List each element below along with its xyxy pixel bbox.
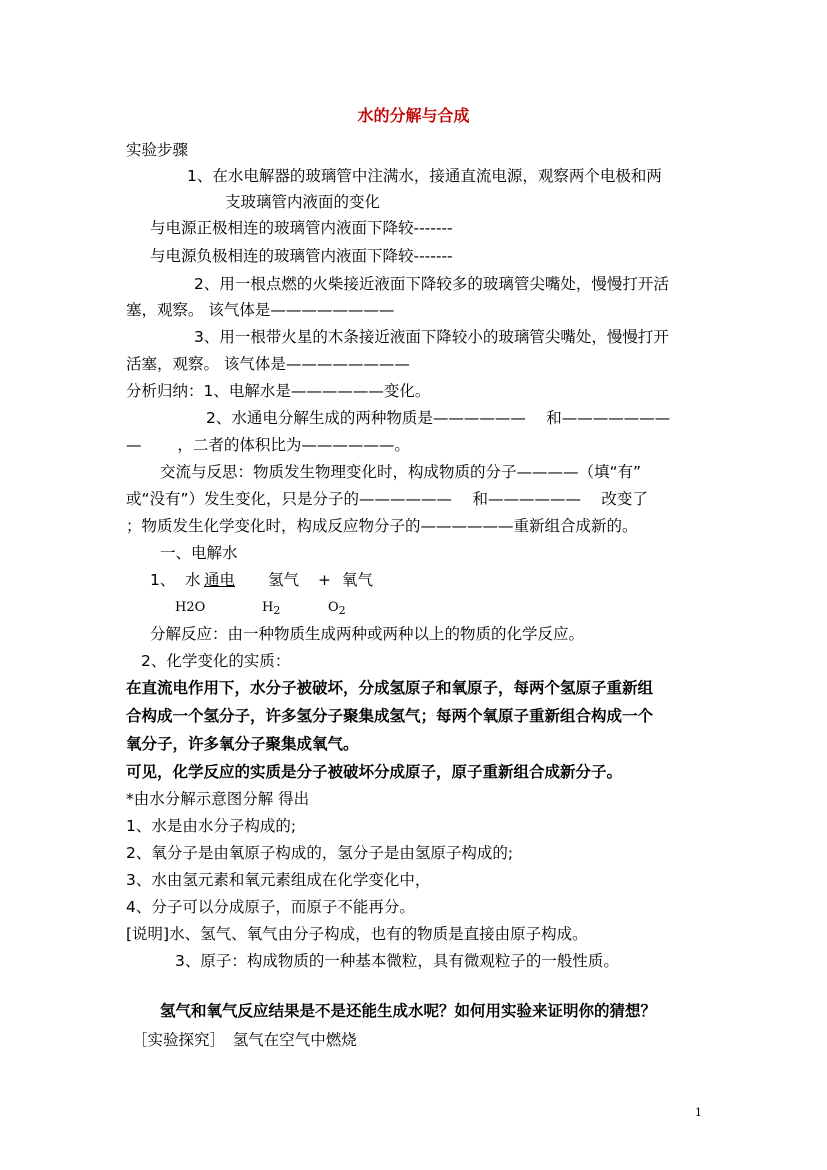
equation-plus: + — [318, 571, 331, 589]
equation-oxygen: 氧气 — [342, 571, 374, 589]
conclusion-item: 4、分子可以分成原子，而原子不能再分。 — [126, 898, 415, 916]
conclusion-item: 3、水由氢元素和氧元素组成在化学变化中， — [126, 871, 431, 889]
atom-line: 3、原子：构成物质的一种基本微粒，具有微观粒子的一般性质。 — [175, 952, 619, 970]
experiment-line: ［实验探究］ 氢气在空气中燃烧 — [132, 1031, 357, 1049]
exchange-line3: ；物质发生化学变化时，构成反应物分子的——————重新组合成新的。 — [126, 517, 638, 535]
question-line: 氢气和氧气反应结果是不是还能生成水呢？如何用实验来证明你的猜想？ — [160, 1002, 657, 1020]
bold-paragraph-line2: 合构成一个氢分子，许多氢分子聚集成氢气；每两个氧原子重新组合构成一个 — [126, 707, 654, 725]
positive-electrode-line: 与电源正极相连的玻璃管内液面下降较------- — [150, 219, 453, 237]
page-number: 1 — [695, 1106, 702, 1119]
bold-paragraph-line3: 氧分子，许多氧分子聚集成氧气。 — [126, 735, 359, 753]
conclusion-item: 2、氧分子是由氧原子构成的，氢分子是由氢原子构成的; — [126, 844, 514, 862]
decomposition-definition: 分解反应：由一种物质生成两种或两种以上的物质的化学反应。 — [150, 625, 585, 643]
bold-paragraph-line4: 可见，化学反应的实质是分子被破坏分成原子，原子重新组合成新分子。 — [126, 763, 623, 781]
step3-line2: 活塞，观察。 该气体是———————— — [126, 355, 410, 373]
formula-hydrogen: $H_2$ — [262, 600, 281, 617]
equation-water: 水 — [185, 571, 201, 589]
steps-heading: 实验步骤 — [126, 141, 189, 159]
page-title: 水的分解与合成 — [357, 106, 470, 125]
formula-water: H2O — [175, 600, 206, 615]
exchange-line2: 或“没有”）发生变化，只是分子的—————— 和—————— 改变了 — [126, 490, 648, 508]
equation-hydrogen: 氢气 — [268, 571, 300, 589]
analysis-line1: 分析归纳：1、电解水是——————变化。 — [126, 382, 431, 400]
bold-paragraph-line1: 在直流电作用下，水分子被破坏，分成氢原子和氧原子，每两个氢原子重新组 — [126, 679, 654, 697]
exchange-line1: 交流与反思：物质发生物理变化时，构成物质的分子————（填“有” — [160, 463, 642, 481]
formula-oxygen: $O_2$ — [328, 600, 346, 617]
negative-electrode-line: 与电源负极相连的玻璃管内液面下降较------- — [150, 247, 453, 265]
step2-line1: 2、用一根点燃的火柴接近液面下降较多的玻璃管尖嘴处，慢慢打开活 — [194, 275, 669, 293]
diagram-line: *由水分解示意图分解 得出 — [126, 790, 310, 808]
equation-number: 1、 — [150, 571, 176, 589]
equation-condition: 通电 — [204, 571, 236, 589]
analysis-line3: — ，二者的体积比为——————。 — [126, 436, 410, 454]
step1-line2: 支玻璃管内液面的变化 — [225, 193, 381, 211]
step1-line1: 1、在水电解器的玻璃管中注满水，接通直流电源，观察两个电极和两 — [187, 167, 662, 185]
conclusion-item: 1、水是由水分子构成的; — [126, 817, 297, 835]
step2-line2: 塞，观察。 该气体是———————— — [126, 301, 395, 319]
step3-line1: 3、用一根带火星的木条接近液面下降较小的玻璃管尖嘴处，慢慢打开 — [194, 328, 669, 346]
note-line: [说明]水、氢气、氧气由分子构成，也有的物质是直接由原子构成。 — [126, 925, 588, 943]
section1-heading: 一、电解水 — [160, 544, 238, 562]
analysis-line2: 2、水通电分解生成的两种物质是—————— 和——————— — [206, 409, 671, 427]
essence-heading: 2、化学变化的实质： — [141, 652, 291, 670]
